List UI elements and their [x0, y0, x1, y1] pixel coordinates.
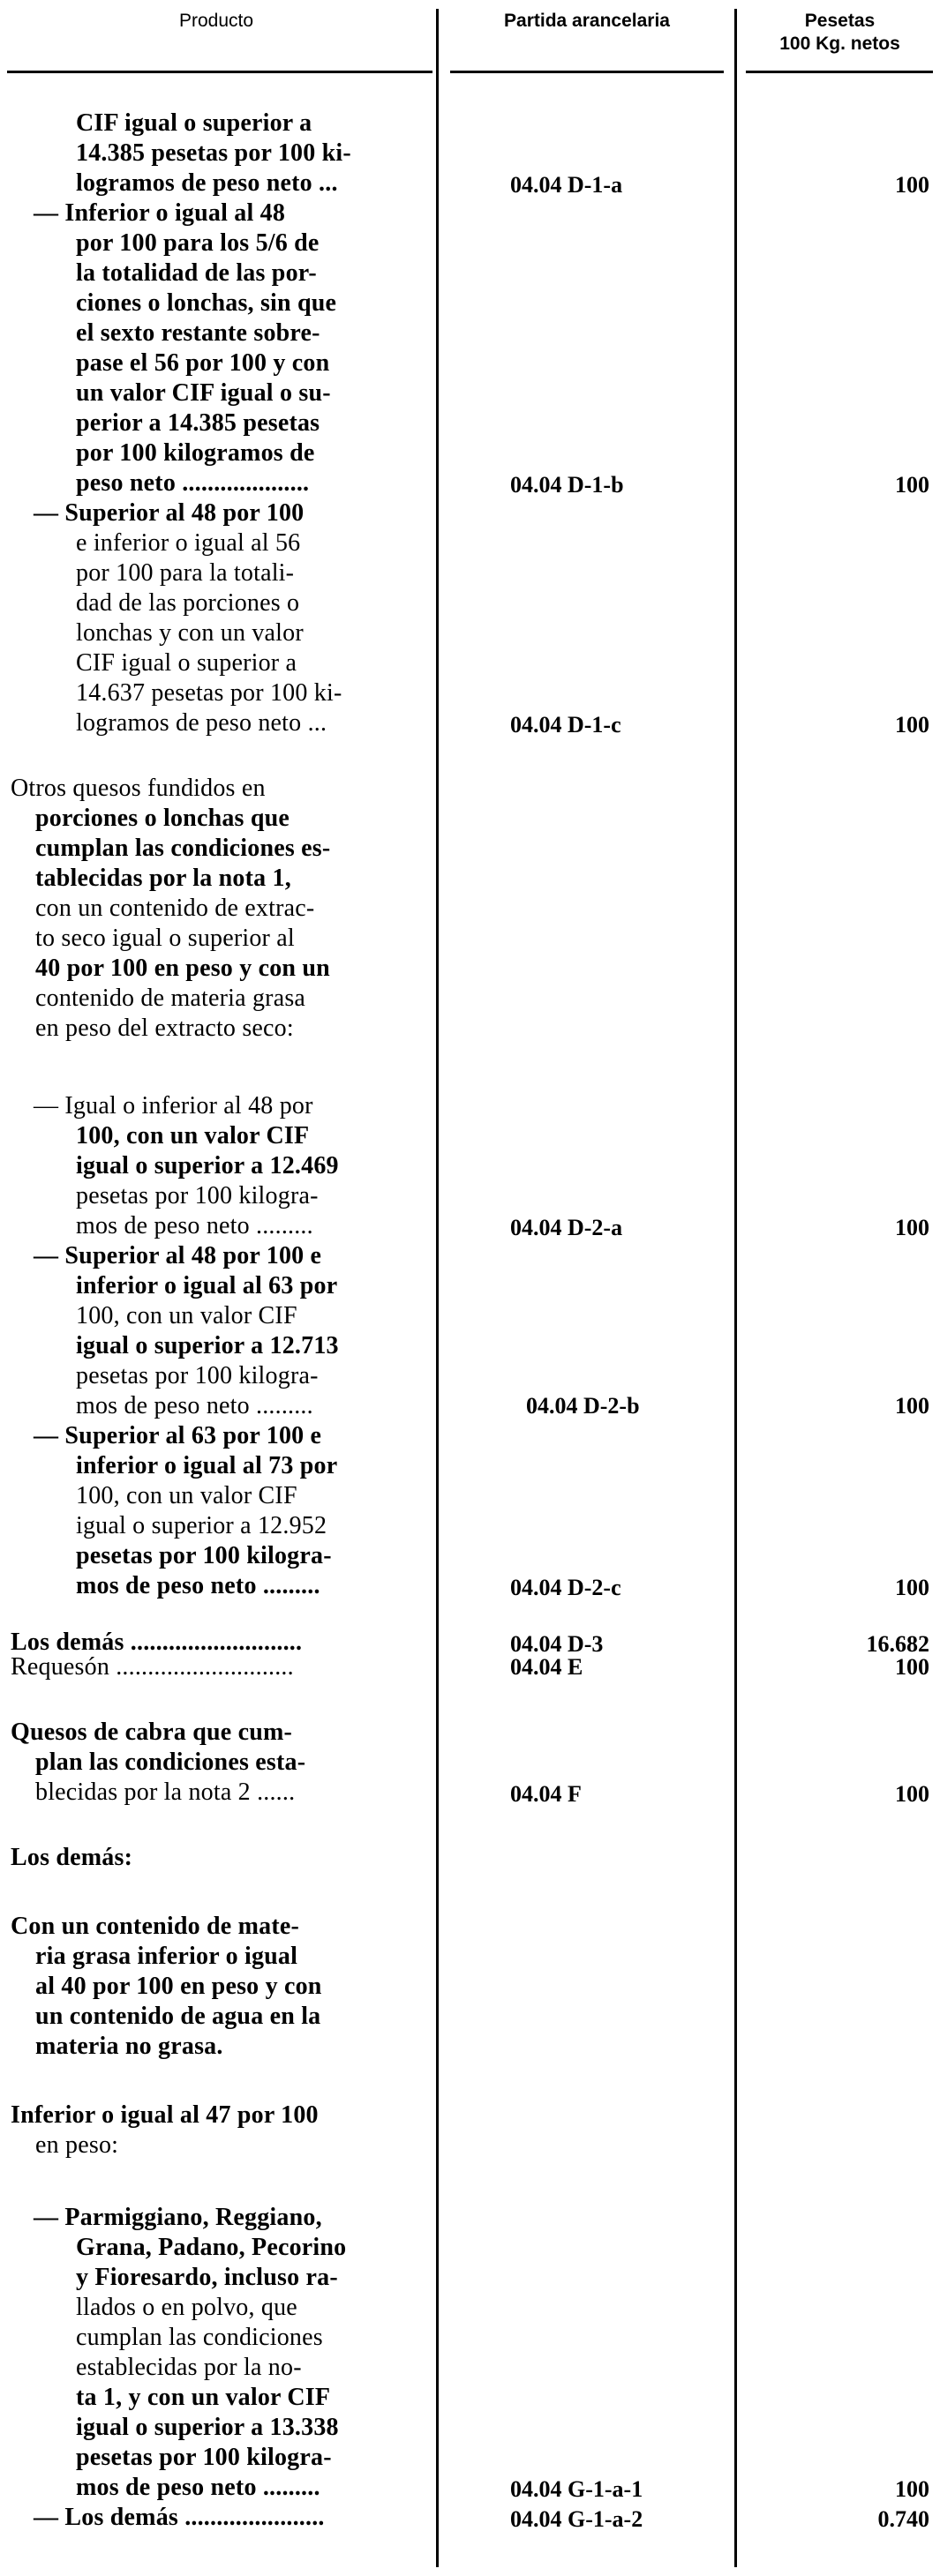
product-line: igual o superior a 13.338	[76, 2414, 339, 2441]
product-line: contenido de materia grasa	[35, 985, 306, 1012]
product-line: ria grasa inferior o igual	[35, 1943, 298, 1970]
product-line: pase el 56 por 100 y con	[76, 349, 330, 377]
header-pesetas-unit: 100 Kg. netos	[779, 34, 900, 54]
duty-value: 100	[895, 1575, 929, 1600]
product-line: to seco igual o superior al	[35, 925, 295, 952]
product-line: al 40 por 100 en peso y con	[35, 1973, 322, 2000]
product-line: establecidas por la no-	[76, 2354, 302, 2381]
product-line: pesetas por 100 kilogra-	[76, 2444, 332, 2471]
product-line: porciones o lonchas que	[35, 805, 290, 832]
tariff-code: 04.04 E	[510, 1654, 583, 1680]
product-line: inferior o igual al 73 por	[76, 1452, 338, 1479]
product-line: igual o superior a 12.952	[76, 1512, 327, 1539]
header-producto: Producto	[178, 11, 254, 31]
product-line: 100, con un valor CIF	[76, 1482, 297, 1509]
product-line: — Superior al 48 por 100	[34, 499, 305, 527]
product-line: cumplan las condiciones	[76, 2324, 323, 2351]
product-line: — Superior al 48 por 100 e	[34, 1242, 322, 1269]
product-line: CIF igual o superior a	[76, 649, 297, 677]
product-line: 14.637 pesetas por 100 ki-	[76, 679, 342, 707]
product-line: igual o superior a 12.713	[76, 1332, 339, 1359]
product-line: — Igual o inferior al 48 por	[34, 1092, 313, 1120]
column-divider-2	[734, 9, 737, 2567]
product-line: logramos de peso neto ...	[76, 709, 327, 737]
product-line: y Fioresardo, incluso ra-	[76, 2264, 338, 2291]
product-line: — Superior al 63 por 100 e	[34, 1422, 322, 1449]
product-line: lonchas y con un valor	[76, 619, 304, 647]
product-line: logramos de peso neto ...	[76, 169, 338, 197]
product-line: Grana, Padano, Pecorino	[76, 2234, 347, 2261]
product-line: en peso del extracto seco:	[35, 1015, 294, 1042]
product-line: mos de peso neto .........	[76, 1572, 320, 1599]
tariff-code: 04.04 D-1-b	[510, 472, 624, 498]
product-line: — Inferior o igual al 48	[34, 199, 286, 227]
product-line: 40 por 100 en peso y con un	[35, 955, 330, 982]
product-line: materia no grasa.	[35, 2033, 223, 2060]
product-line: en peso:	[35, 2131, 119, 2159]
column-divider-1	[436, 9, 439, 2567]
duty-value: 16.682	[866, 1631, 929, 1657]
duty-value: 100	[895, 472, 929, 498]
product-line: pesetas por 100 kilogra-	[76, 1182, 319, 1209]
header-rule-partida	[450, 71, 724, 73]
product-line: perior a 14.385 pesetas	[76, 409, 320, 437]
product-line: Otros quesos fundidos en	[11, 775, 266, 802]
tariff-code: 04.04 D-2-b	[526, 1393, 640, 1419]
product-line: inferior o igual al 63 por	[76, 1272, 338, 1299]
tariff-code: 04.04 D-3	[510, 1631, 604, 1657]
product-line: CIF igual o superior a	[76, 109, 312, 137]
product-line: 14.385 pesetas por 100 ki-	[76, 139, 351, 167]
product-line: tablecidas por la nota 1,	[35, 865, 291, 892]
product-line: 100, con un valor CIF	[76, 1122, 310, 1149]
tariff-code: 04.04 D-1-a	[510, 172, 623, 198]
product-line: Con un contenido de mate-	[11, 1913, 300, 1940]
product-line: plan las condiciones esta-	[35, 1749, 306, 1776]
product-line: Los demás:	[11, 1844, 133, 1871]
duty-value: 100	[895, 712, 929, 738]
product-line: cumplan las condiciones es-	[35, 835, 331, 862]
tariff-code: 04.04 D-2-a	[510, 1215, 623, 1240]
duty-value: 100	[895, 1781, 929, 1807]
product-line: pesetas por 100 kilogra-	[76, 1362, 319, 1389]
product-line: — Los demás ......................	[34, 2504, 325, 2531]
tariff-code: 04.04 D-2-c	[510, 1575, 621, 1600]
product-line: blecidas por la nota 2 ......	[35, 1778, 296, 1806]
product-line: igual o superior a 12.469	[76, 1152, 339, 1179]
product-line: Requesón ............................	[11, 1653, 294, 1681]
product-line: ta 1, y con un valor CIF	[76, 2384, 331, 2411]
tariff-code: 04.04 D-1-c	[510, 712, 621, 738]
tariff-code: 04.04 F	[510, 1781, 582, 1807]
header-rule-producto	[7, 71, 432, 73]
product-line: 100, con un valor CIF	[76, 1302, 297, 1329]
duty-value: 100	[895, 172, 929, 198]
product-line: por 100 para los 5/6 de	[76, 229, 320, 257]
duty-value: 100	[895, 1215, 929, 1240]
product-line: mos de peso neto .........	[76, 1392, 313, 1419]
product-line: el sexto restante sobre-	[76, 319, 320, 347]
product-line: Los demás ...........................	[11, 1629, 303, 1656]
header-partida-arancelaria: Partida arancelaria	[504, 11, 670, 31]
tariff-code: 04.04 G-1-a-2	[510, 2506, 643, 2532]
product-line: e inferior o igual al 56	[76, 529, 301, 557]
product-line: llados o en polvo, que	[76, 2294, 297, 2321]
product-line: por 100 kilogramos de	[76, 439, 315, 467]
product-line: un valor CIF igual o su-	[76, 379, 331, 407]
product-line: por 100 para la totali-	[76, 559, 295, 587]
product-line: con un contenido de extrac-	[35, 895, 315, 922]
tariff-code: 04.04 G-1-a-1	[510, 2476, 643, 2502]
product-line: — Parmiggiano, Reggiano,	[34, 2204, 322, 2231]
product-line: mos de peso neto .........	[76, 2474, 320, 2501]
product-line: Quesos de cabra que cum-	[11, 1719, 293, 1746]
duty-value: 100	[895, 1654, 929, 1680]
duty-value: 100	[895, 1393, 929, 1419]
product-line: la totalidad de las por-	[76, 259, 317, 287]
duty-value: 0.740	[877, 2506, 929, 2532]
duty-value: 100	[895, 2476, 929, 2502]
header-pesetas: Pesetas	[804, 11, 876, 31]
header-rule-pesetas	[746, 71, 933, 73]
product-line: dad de las porciones o	[76, 589, 300, 617]
product-line: peso neto ....................	[76, 469, 310, 497]
product-line: Inferior o igual al 47 por 100	[11, 2101, 319, 2129]
product-line: ciones o lonchas, sin que	[76, 289, 337, 317]
product-line: un contenido de agua en la	[35, 2003, 321, 2030]
product-line: pesetas por 100 kilogra-	[76, 1542, 332, 1569]
product-line: mos de peso neto .........	[76, 1212, 313, 1239]
